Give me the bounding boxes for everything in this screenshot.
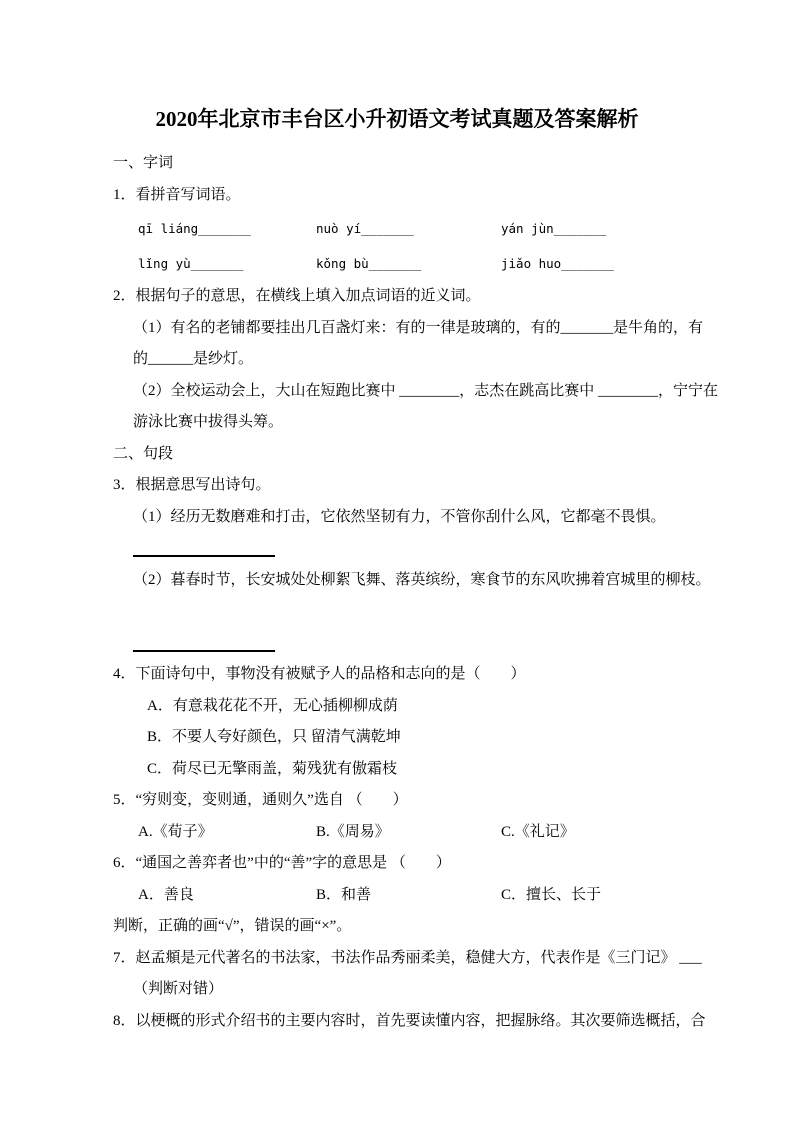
q5-option-a: A.《荀子》 [138, 823, 213, 840]
section-heading-sentences: 二、句段 [113, 445, 174, 462]
q2-sub2-line2: 游泳比赛中拔得头筹。 [133, 414, 284, 430]
q2-sub2-line1: （2）全校运动会上，大山在短跑比赛中 ________，志杰在跳高比赛中 ________，宁宁在 [133, 382, 719, 399]
q3-sub2: （2）暮春时节，长安城处处柳絮飞舞、落英缤纷，寒食节的东风吹拂着宫城里的柳枝。 [133, 571, 711, 588]
pinyin-item: yán jùn_______ [501, 221, 607, 236]
pinyin-item: jiǎo huo_______ [501, 256, 614, 271]
q2-sub1-line2: 的______是纱灯。 [133, 351, 254, 367]
pinyin-item: lǐng yù_______ [138, 256, 244, 271]
answer-blank-line [133, 628, 275, 652]
page-title: 2020年北京市丰台区小升初语文考试真题及答案解析 [155, 107, 639, 131]
q5-options-row [113, 817, 681, 849]
q6-option-c: C．擅长、长于 [501, 886, 602, 903]
q3-answer-line-2 [113, 628, 681, 660]
q2-sub1-line1: （1）有名的老铺都要挂出几百盏灯来：有的一律是玻璃的，有的_______是牛角的，有 [133, 319, 704, 336]
pinyin-item: kǒng bù_______ [316, 256, 422, 271]
q1-stem: 1．看拼音写词语。 [113, 186, 241, 203]
q6-options-row [113, 880, 681, 912]
q5-stem: 5．“穷则变，变则通，通则久”选自 （ ） [113, 792, 408, 808]
q4-option-c: C．荷尽已无擎雨盖，菊残犹有傲霜枝 [147, 760, 398, 777]
section-heading-words: 一、字词 [113, 155, 174, 171]
q8-line1: 8．以梗概的形式介绍书的主要内容时，首先要读懂内容，把握脉络。其次要筛选概括，合 [113, 1012, 706, 1029]
pinyin-item: nuò yí_______ [316, 221, 414, 236]
q4-stem: 4．下面诗句中，事物没有被赋予人的品格和志向的是（ ） [113, 666, 526, 682]
q4-option-b: B．不要人夸好颜色，只 留清气满乾坤 [147, 729, 401, 745]
q3-sub1: （1）经历无数磨难和打击，它依然坚韧有力，不管你刮什么风，它都毫不畏惧。 [133, 508, 666, 525]
q6-option-b: B．和善 [316, 886, 372, 903]
q2-stem: 2．根据句子的意思，在横线上填入加点词语的近义词。 [113, 288, 481, 304]
q1-pinyin-row-1 [113, 211, 681, 246]
q7-line2: （判断对错） [133, 981, 224, 997]
empty-line [113, 596, 681, 628]
q7-line1: 7．赵孟頫是元代著名的书法家，书法作品秀丽柔美，稳健大方，代表作是《三门记》 ___ [113, 949, 702, 966]
document-body [113, 104, 719, 1037]
q3-stem: 3．根据意思写出诗句。 [113, 477, 271, 493]
q1-pinyin-row-2 [113, 246, 681, 281]
q6-stem: 6．“通国之善弈者也”中的“善”字的意思是 （ ） [113, 855, 451, 871]
q3-answer-line-1 [113, 533, 681, 565]
answer-blank-line [133, 533, 275, 557]
q5-option-c: C.《礼记》 [501, 823, 575, 840]
q4-option-a: A．有意栽花花不开，无心插柳柳成荫 [147, 697, 398, 714]
judge-instruction: 判断，正确的画“√”，错误的画“×”。 [113, 918, 352, 934]
q5-option-b: B.《周易》 [316, 823, 390, 840]
pinyin-item: qī liáng_______ [138, 221, 251, 236]
q6-option-a: A．善良 [138, 886, 194, 903]
